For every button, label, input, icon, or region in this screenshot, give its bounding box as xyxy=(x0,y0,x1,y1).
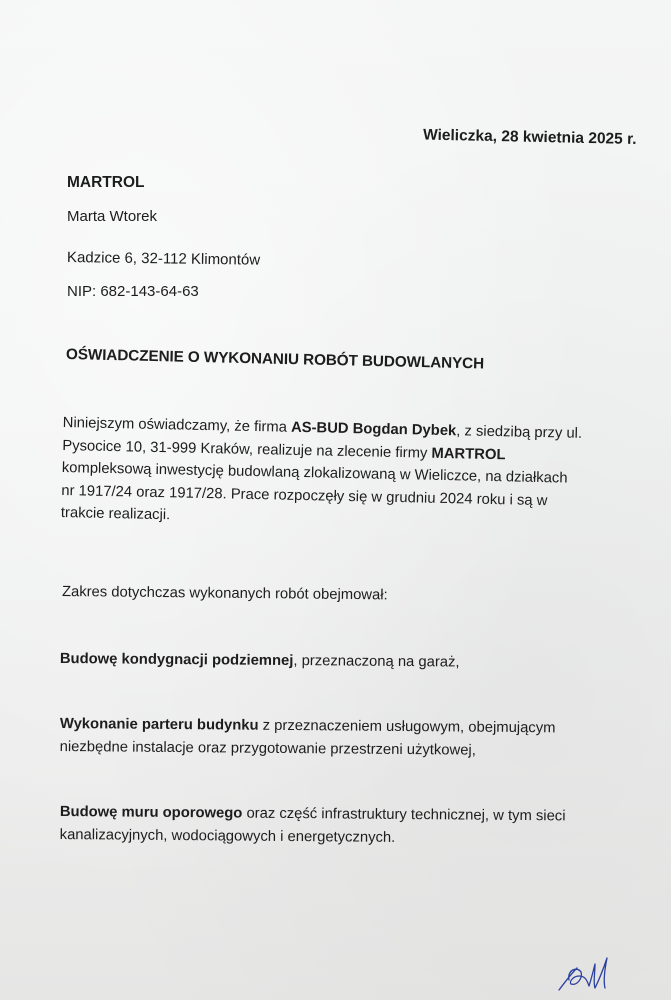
statement-line: nr 1917/24 oraz 1917/28. Prace rozpoczęły się w grudniu 2024 roku i są w xyxy=(61,482,548,509)
sender-nip: NIP: 682-143-64-63 xyxy=(67,283,199,300)
scope-item-text: oraz część infrastruktury technicznej, w tym sieci xyxy=(242,805,566,825)
handwritten-signature xyxy=(555,950,625,995)
text: Niniejszym oświadczamy, że firma xyxy=(62,414,292,436)
scope-item-title: Wykonanie parteru budynku xyxy=(59,715,259,734)
scope-item-title: Budowę kondygnacji podziemnej xyxy=(59,650,294,670)
sender-name: Marta Wtorek xyxy=(67,208,158,225)
document-title: OŚWIADCZENIE O WYKONANIU ROBÓT BUDOWLANYCH xyxy=(65,346,485,373)
scope-intro: Zakres dotychczas wykonanych robót obejmował: xyxy=(61,584,388,604)
scope-item-title: Budowę muru oporowego xyxy=(59,803,243,822)
statement-line: kompleksową inwestycję budowlaną zlokalizowaną w Wieliczce, na działkach xyxy=(61,459,568,487)
scope-item xyxy=(60,713,556,763)
sender-address: Kadzice 6, 32-112 Klimontów xyxy=(66,249,261,269)
scope-item xyxy=(60,801,566,851)
client-name: MARTROL xyxy=(431,445,506,463)
place-date: Wieliczka, 28 kwietnia 2025 r. xyxy=(423,126,638,148)
statement-paragraph xyxy=(61,412,633,536)
scope-item xyxy=(60,648,460,674)
scope-item-text: z przeznaczeniem usługowym, obejmującym xyxy=(258,717,556,737)
text: , z siedzibą przy ul. xyxy=(456,423,583,442)
sender-company: MARTROL xyxy=(67,174,145,191)
scope-item-text: kanalizacyjnych, wodociągowych i energetycznych. xyxy=(59,826,396,846)
text: Pysocice 10, 31-999 Kraków, realizuje na zlecenie firmy xyxy=(62,437,432,462)
contractor-name: AS-BUD Bogdan Dybek xyxy=(290,419,457,440)
statement-line: trakcie realizacji. xyxy=(60,504,171,524)
scope-item-text: , przeznaczoną na garaż, xyxy=(293,653,460,671)
scope-item-text: niezbędne instalacje oraz przygotowanie przestrzeni użytkowej, xyxy=(59,738,476,759)
